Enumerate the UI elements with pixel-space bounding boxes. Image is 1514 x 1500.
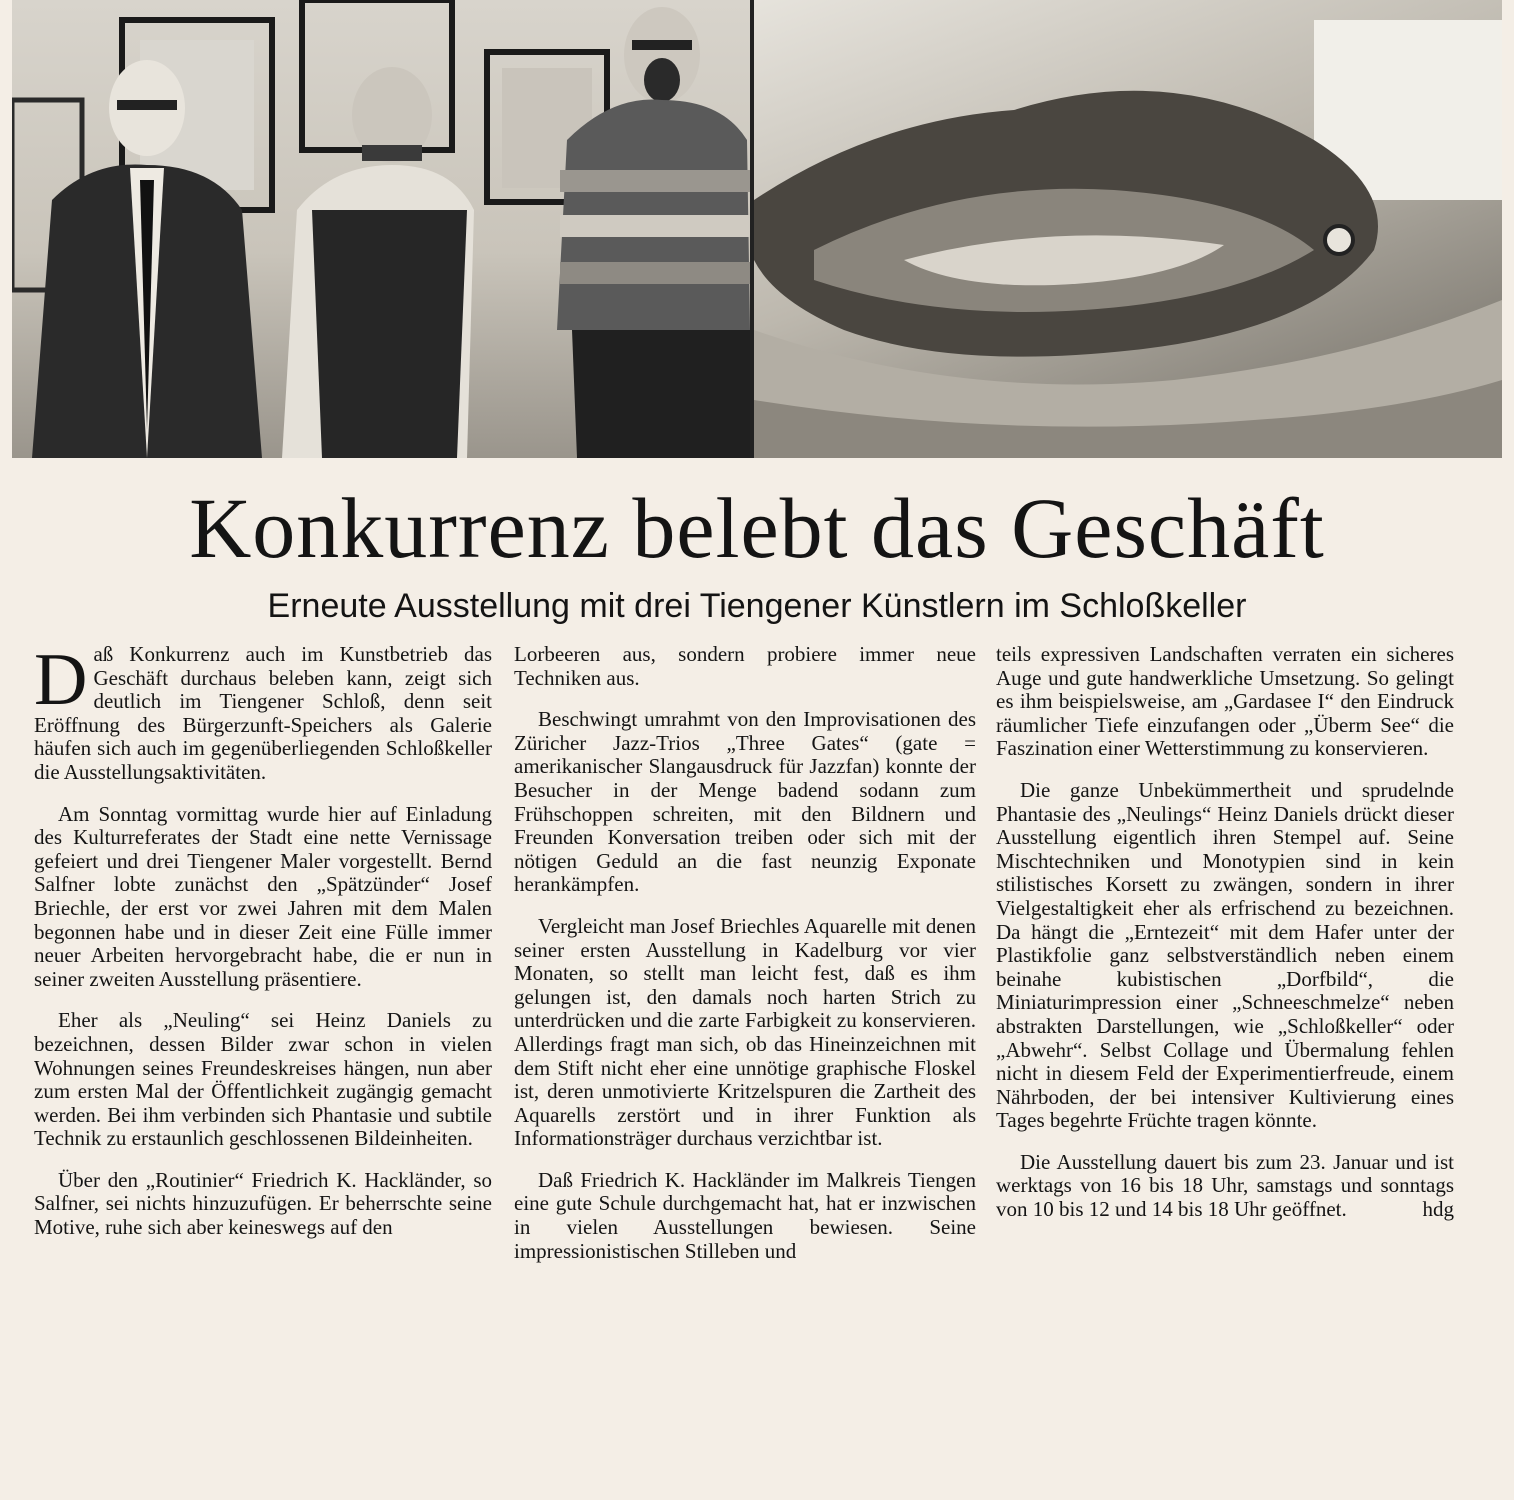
- paragraph: Lorbeeren aus, sondern probiere immer neue Techniken aus.: [514, 642, 976, 690]
- paragraph: Am Sonntag vormittag wurde hier auf Einladung des Kulturreferates der Stadt eine nette Vernissage gefeiert und drei Tiengener Maler vorgestellt. Bernd Salfner lobte zunächst den „Spätzünder“ Josef Briechle, der erst vor zwei Jahren mit dem Malen begonnen habe und in dieser Zeit eine Fülle immer neuer Arbeiten hervorgebracht habe, die er nun in seiner zweiten Ausstellung präsentiere.: [34, 801, 492, 991]
- author-signature: hdg: [1422, 1197, 1454, 1222]
- photo-painting-detail: [754, 0, 1502, 458]
- paragraph: Daß Konkurrenz auch im Kunstbetrieb das Geschäft durchaus beleben kann, zeigt sich deutlich im Tiengener Schloß, denn seit Eröffnung des Bürgerzunft-Speichers als Galerie häufen sich auch im gegenüberliegenden Schloßkeller die Ausstellungsaktivitäten.: [34, 639, 492, 784]
- paragraph: Daß Friedrich K. Hackländer im Malkreis Tiengen eine gute Schule durchgemacht hat, hat er inzwischen in vielen Ausstellungen bewiesen. Seine impressionistischen Stilleben und: [514, 1167, 976, 1263]
- paragraph: Vergleicht man Josef Briechles Aquarelle mit denen seiner ersten Ausstellung in Kadelburg vor vier Monaten, so stellt man leicht fest, daß es ihm gelungen ist, den damals noch harten Strich zu unterdrücken und die zarte Farbigkeit zu konservieren. Allerdings fragt man sich, ob das Hineinzeichnen mit dem Stift nicht eher eine unnötige graphische Floskel ist, deren unmotivierte Kritzelspuren die Zartheit des Aquarells zerstört und in ihrer Funktion als Informationsträger durchaus verzichtbar ist.: [514, 913, 976, 1151]
- paragraph: Die ganze Unbekümmertheit und sprudelnde Phantasie des „Neulings“ Heinz Daniels drückt dieser Ausstellung eigentlich ihren Stempel auf. Seine Mischtechniken und Monotypien sind in kein stilistisches Korsett zu zwängen, sondern in ihrer Vielgestaltigkeit eher als erfrischend zu bezeichnen. Da hängt die „Erntezeit“ mit dem Hafer unter der Plastikfolie ganz selbstverständlich neben einem beinahe kubistischen „Dorfbild“, die Miniaturimpression einer „Schneeschmelze“ neben abstrakten Darstellungen, wie „Schloßkeller“ oder „Abwehr“. Selbst Collage und Übermalung fehlen nicht in diesem Feld der Experimentierfreude, einem Nährboden, der bei intensiver Kultivierung eines Tages begehrte Früchte tragen könnte.: [996, 777, 1454, 1133]
- article-column-2: [514, 643, 976, 1488]
- paragraph: Über den „Routinier“ Friedrich K. Hackländer, so Salfner, sei nichts hinzuzufügen. Er beherrschte seine Motive, ruhe sich aber keineswegs auf den: [34, 1167, 492, 1240]
- article-column-1: [34, 639, 492, 1488]
- article-column-3: [996, 643, 1454, 1488]
- paragraph-final: Die Ausstellung dauert bis zum 23. Januar und ist werktags von 16 bis 18 Uhr, samstags und sonntags von 10 bis 12 und 14 bis 18 Uhr geöffnet. hdg: [996, 1149, 1454, 1222]
- drop-cap: D: [34, 639, 88, 721]
- paragraph: teils expressiven Landschaften verraten ein sicheres Auge und gute handwerkliche Umsetzung. So gelingt es ihm beispielsweise, am „Gardasee I“ den Eindruck räumlicher Tiefe einzufangen oder „Überm See“ die Faszination einer Wetterstimmung zu konservieren.: [996, 642, 1454, 761]
- paragraph: Eher als „Neuling“ sei Heinz Daniels zu bezeichnen, dessen Bilder zwar schon in vielen Wohnungen seines Freundeskreises hängen, nun aber zum ersten Mal der Öffentlichkeit zugängig gemacht werden. Bei ihm verbinden sich Phantasie und subtile Technik zu erstaunlich geschlossenen Bildeinheiten.: [34, 1008, 492, 1151]
- article-headline: Konkurrenz belebt das Geschäft: [189, 480, 1325, 576]
- photo-strip: [12, 0, 1502, 458]
- photo-three-artists-illustration: [12, 0, 750, 458]
- photo-three-artists: [12, 0, 750, 458]
- article-subheadline: Erneute Ausstellung mit drei Tiengener Künstlern im Schloßkeller: [267, 587, 1247, 625]
- photo-painting-illustration: [754, 0, 1502, 458]
- paragraph: Beschwingt umrahmt von den Improvisationen des Züricher Jazz-Trios „Three Gates“ (gate = amerikanischer Slangausdruck für Jazzfan) konnte der Besucher in der Menge badend sodann zum Frühschoppen schreiten, mit den Bildnern und Freunden Konversation treiben oder sich mit der nötigen Geduld an die fast neunzig Exponate herankämpfen.: [514, 707, 976, 897]
